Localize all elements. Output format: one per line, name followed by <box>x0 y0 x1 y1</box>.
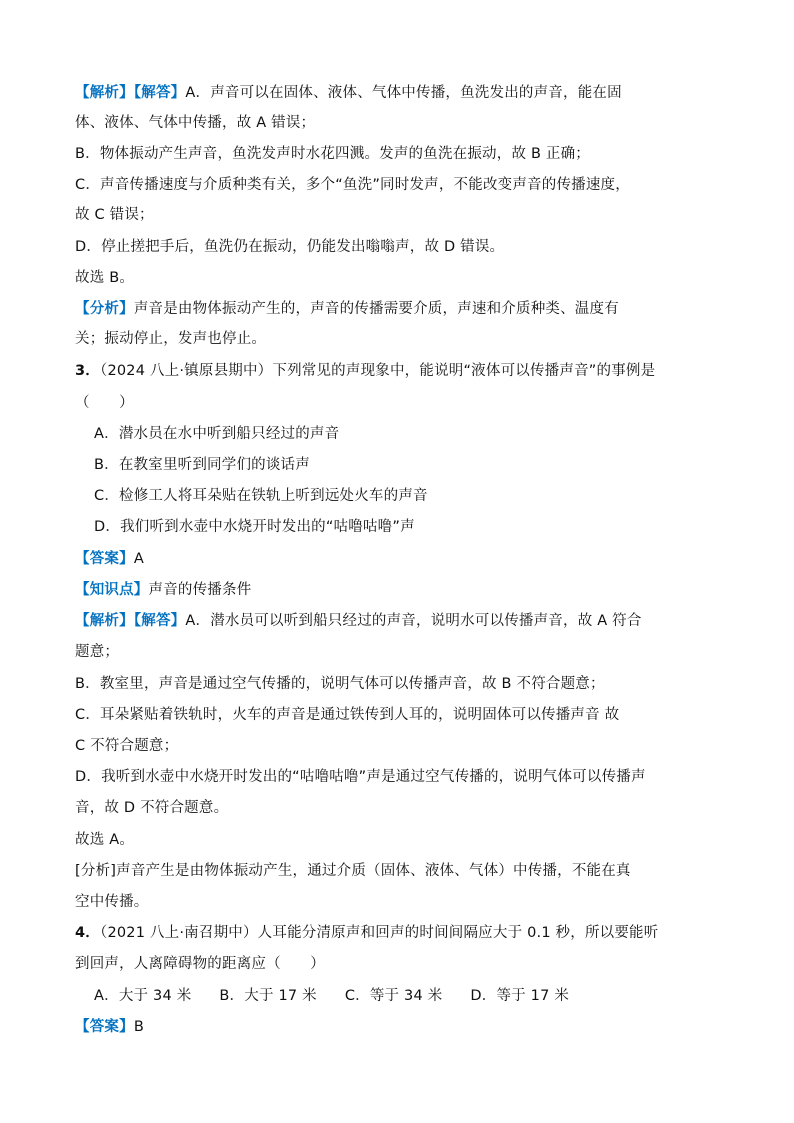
analysis-tag: 【解析】 <box>75 85 134 101</box>
answer-tag: 【解答】 <box>133 85 186 101</box>
q3-stem-text-1: 下列常见的声现象中，能说明“液体可以传播声音”的事例是 <box>272 363 656 379</box>
q2-fenxi-line-2: 关；振动停止，发声也停止。 <box>75 331 267 347</box>
q2-analysis-line-4: C．声音传播速度与介质种类有关，多个“鱼洗”同时发声，不能改变声音的传播速度， <box>75 177 630 193</box>
answer-label: 【答案】 <box>75 1019 134 1035</box>
q3-analysis-line-4: C．耳朵紧贴着铁轨时，火车的声音是通过铁传到人耳的，说明固体可以传播声音 故 <box>75 707 620 723</box>
q4-option-a: A．大于 34 米 <box>94 988 192 1004</box>
q4-stem-line-2: 到回声，人离障碍物的距离应（ ） <box>75 956 325 972</box>
q3-analysis-line-8: 故选 A。 <box>75 832 135 848</box>
q4-answer-line <box>75 1017 144 1037</box>
q3-analysis-text-1: A．潜水员可以听到船只经过的声音，说明水可以传播声音，故 A 符合 <box>185 613 642 629</box>
q4-option-d: D．等于 17 米 <box>470 988 570 1004</box>
q2-analysis-line-7: 故选 B。 <box>75 270 135 286</box>
q3-source: （2024 八上·镇原县期中） <box>100 363 273 379</box>
q3-number: 3． <box>75 363 100 379</box>
knowledge-point-tag: 【知识点】 <box>75 582 149 598</box>
q4-option-c: C．等于 34 米 <box>344 988 443 1004</box>
q3-knowledge-line <box>75 580 251 600</box>
q3-fenxi-text-1: 声音产生是由物体振动产生，通过介质（固体、液体、气体）中传播，不能在真 <box>116 863 631 879</box>
fenxi-tag: 【分析】 <box>75 301 134 317</box>
q3-option-a: A．潜水员在水中听到船只经过的声音 <box>94 426 340 442</box>
q3-option-b: B．在教室里听到同学们的谈话声 <box>94 457 310 473</box>
q3-analysis-line-5: C 不符合题意； <box>75 738 179 754</box>
q3-option-d: D．我们听到水壶中水烧开时发出的“咕噜咕噜”声 <box>94 519 415 535</box>
q2-fenxi-text-1: 声音是由物体振动产生的，声音的传播需要介质，声速和介质种类、温度有 <box>133 301 619 317</box>
q2-analysis-line-1 <box>75 83 622 103</box>
q3-stem-line-2: （ ） <box>75 395 134 411</box>
q4-answer-value: B <box>133 1019 144 1035</box>
fenxi-tag: [分析] <box>75 863 117 879</box>
q2-analysis-line-5: 故 C 错误； <box>75 207 154 223</box>
q3-stem-line-1 <box>75 361 655 381</box>
q4-stem-text-1: 人耳能分清原声和回声的时间间隔应大于 0.1 秒，所以要能听 <box>257 925 659 941</box>
q3-fenxi-line-2: 空中传播。 <box>75 894 149 910</box>
q3-fenxi-line-1 <box>75 861 631 881</box>
q3-analysis-line-6: D．我听到水壶中水烧开时发出的“咕噜咕噜”声是通过空气传播的，说明气体可以传播声 <box>75 769 646 785</box>
q2-analysis-line-2: 体、液体、气体中传播，故 A 错误； <box>75 115 316 131</box>
q3-analysis-line-7: 音，故 D 不符合题意。 <box>75 800 229 816</box>
solve-tag: 【解答】 <box>133 613 186 629</box>
q2-text-1: A．声音可以在固体、液体、气体中传播，鱼洗发出的声音，能在固 <box>185 85 622 101</box>
q3-analysis-line-2: 题意； <box>75 644 120 660</box>
q2-analysis-line-3: B．物体振动产生声音，鱼洗发声时水花四溅。发声的鱼洗在振动，故 B 正确； <box>75 146 591 162</box>
analysis-tag: 【解析】 <box>75 613 134 629</box>
q2-analysis-line-6: D．停止搓把手后，鱼洗仍在振动，仍能发出嗡嗡声，故 D 错误。 <box>75 239 505 255</box>
q4-number: 4． <box>75 925 100 941</box>
q4-option-b: B．大于 17 米 <box>219 988 317 1004</box>
q3-analysis-line-1 <box>75 611 642 631</box>
q3-analysis-line-3: B．教室里，声音是通过空气传播的，说明气体可以传播声音，故 B 不符合题意； <box>75 676 605 692</box>
q3-option-c: C．检修工人将耳朵贴在铁轨上听到远处火车的声音 <box>94 488 428 504</box>
q4-options-row <box>94 986 569 1006</box>
q4-stem-line-1 <box>75 923 658 943</box>
q3-knowledge-point: 声音的传播条件 <box>148 582 252 598</box>
q4-source: （2021 八上·南召期中） <box>100 925 258 941</box>
answer-label: 【答案】 <box>75 551 134 567</box>
q3-answer-line <box>75 549 144 569</box>
q3-answer-value: A <box>133 551 144 567</box>
q2-fenxi-line-1 <box>75 299 619 319</box>
